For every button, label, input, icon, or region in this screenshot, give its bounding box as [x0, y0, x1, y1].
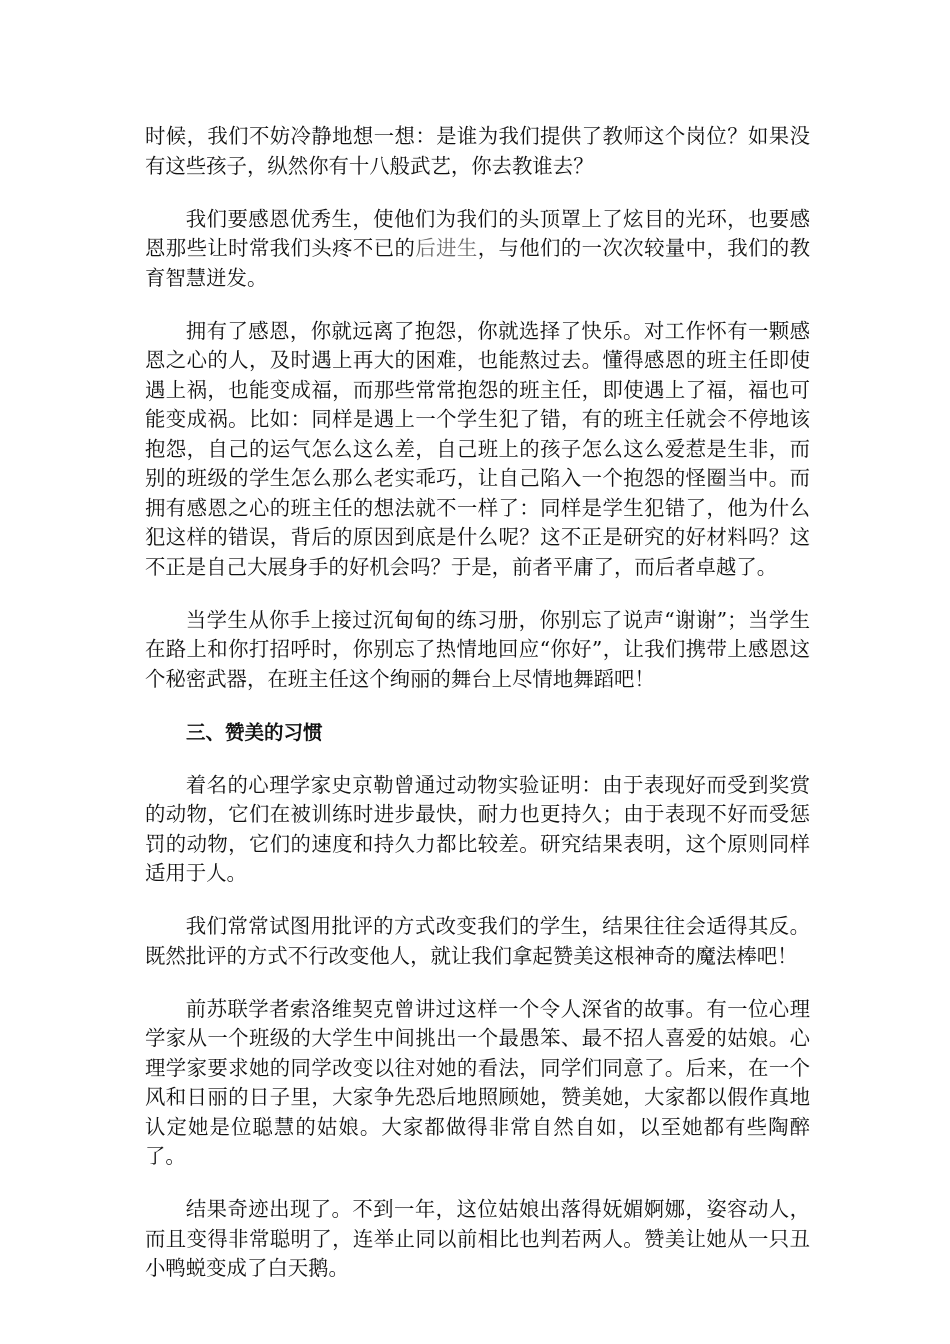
paragraph-say-thanks: 当学生从你手上接过沉甸甸的练习册，你别忘了说声“谢谢”；当学生在路上和你打招呼时，你别忘了热情地回应“你好”，让我们携带上感恩这个秘密武器，在班主任这个绚丽的舞台上尽情地舞蹈吧！	[145, 607, 810, 691]
paragraph-story: 前苏联学者索洛维契克曾讲过这样一个令人深省的故事。有一位心理学家从一个班级的大学生中间挑出一个最愚笨、最不招人喜爱的姑娘。心理学家要求她的同学改变以往对她的看法，同学们同意了。后来，在一个风和日丽的日子里，大家争先恐后地照顾她，赞美她，大家都以假作真地认定她是位聪慧的姑娘。大家都做得非常自然自如，以至她都有些陶醉了。	[145, 996, 810, 1168]
paragraph-gratitude-students	[145, 205, 810, 294]
paragraph-continuation: 时候，我们不妨冷静地想一想：是谁为我们提供了教师这个岗位？如果没有这些孩子，纵然你有十八般武艺，你去教谁去？	[145, 124, 810, 178]
paragraph-miracle: 结果奇迹出现了。不到一年，这位姑娘出落得妩媚婀娜，姿容动人，而且变得非常聪明了，连举止同以前相比也判若两人。赞美让她从一只丑小鸭蜕变成了白天鹅。	[145, 1197, 810, 1280]
underachiever-link[interactable]: 后进生	[415, 236, 478, 260]
section-heading-praise-habit: 三、赞美的习惯	[185, 720, 323, 744]
paragraph-gratitude-vs-complaint: 拥有了感恩，你就远离了抱怨，你就选择了快乐。对工作怀有一颗感恩之心的人，及时遇上再大的困难，也能熬过去。懂得感恩的班主任即使遇上祸，也能变成福，而那些常常抱怨的班主任，即使遇上了福，福也可能变成祸。比如：同样是遇上一个学生犯了错，有的班主任就会不停地该抱怨，自己的运气怎么这么差，自己班上的孩子怎么这么爱惹是生非，而别的班级的学生怎么那么老实乖巧，让自己陷入一个抱怨的怪圈当中。而拥有感恩之心的班主任的想法就不一样了：同样是学生犯错了，他为什么犯这样的错误，背后的原因到底是什么呢？这不正是研究的好材料吗？这不正是自己大展身手的好机会吗？于是，前者平庸了，而后者卓越了。	[145, 318, 810, 579]
paragraph-text-after-link: ，与他们的一次次较量中，我们的教育智慧迸发。	[145, 236, 811, 290]
document-page	[145, 122, 810, 1307]
paragraph-animal-experiment: 着名的心理学家史京勒曾通过动物实验证明：由于表现好而受到奖赏的动物，它们在被训练时进步最快，耐力也更持久；由于表现不好而受惩罚的动物，它们的速度和持久力都比较差。研究结果表明，这个原则同样适用于人。	[145, 772, 810, 885]
paragraph-text-before-link: 我们要感恩优秀生，使他们为我们的头顶罩上了炫目的光环，也要感恩那些让时常我们头疼不已的	[145, 206, 810, 260]
paragraph-criticism: 我们常常试图用批评的方式改变我们的学生，结果往往会适得其反。既然批评的方式不行改变他人，就让我们拿起赞美这根神奇的魔法棒吧！	[145, 914, 810, 968]
